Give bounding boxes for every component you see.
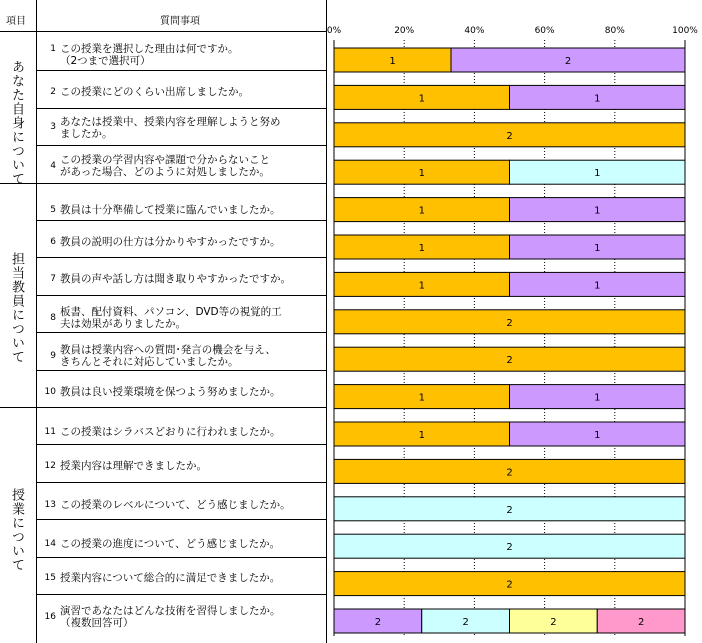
question-number: 11	[44, 427, 56, 437]
question-text: 教員は授業内容への質問･発言の機会を与え、 きちんとそれに対応していましたか。	[60, 344, 276, 368]
bar-segment-label: 1	[594, 430, 601, 441]
bar-segment-label: 2	[506, 504, 513, 516]
bar-segment-label: 2	[506, 130, 513, 142]
bar-segment-label: 1	[594, 93, 601, 105]
question-text: この授業を選択した理由は何ですか。 （2つまで選択可）	[60, 43, 239, 67]
question-number: 12	[44, 461, 56, 471]
question-number: 6	[50, 237, 56, 247]
bar-segment-label: 1	[418, 243, 425, 254]
question-number: 9	[50, 351, 56, 361]
bar-segment-label: 1	[594, 205, 601, 217]
section-label-teacher: 担当教員について	[9, 252, 24, 364]
bar-segment-label: 1	[389, 56, 396, 67]
question-text: 演習であなたはどんな技術を習得しましたか。 （複数回答可）	[60, 605, 281, 629]
question-text: 教員の声や話し方は聞き取りやすかったですか。	[60, 273, 291, 285]
bar-segment-label: 1	[418, 430, 425, 441]
question-text: 授業内容は理解できましたか。	[60, 460, 207, 472]
bar-segment-label: 2	[564, 56, 572, 67]
bar-segment-label: 1	[418, 205, 425, 217]
section-label-class: 授業について	[9, 488, 24, 572]
x-tick-label: 80%	[604, 26, 625, 36]
bar-segment-label: 1	[418, 93, 425, 105]
bar-segment-label: 2	[374, 617, 382, 628]
x-tick-label: 0%	[326, 26, 342, 36]
question-number: 14	[44, 539, 56, 549]
question-text: 教員は良い授業環境を保つよう努めましたか。	[60, 386, 281, 398]
question-number: 7	[50, 274, 56, 284]
bar-segment-label: 2	[506, 542, 513, 554]
bar-segment-label: 2	[637, 617, 645, 628]
x-tick-label: 60%	[534, 26, 555, 36]
chart-bars	[334, 48, 685, 633]
bar-segment-label: 1	[594, 243, 601, 254]
header-question: 質問事項	[160, 16, 200, 27]
bar-segment-label: 1	[594, 392, 601, 404]
bar-segment-label: 2	[506, 467, 513, 479]
bar-segment-label: 2	[506, 579, 513, 591]
question-number: 2	[50, 87, 56, 97]
bar-segment-label: 1	[418, 392, 425, 404]
question-text: 教員の説明の仕方は分かりやすかったですか。	[60, 236, 281, 248]
question-number: 4	[50, 161, 56, 171]
question-number: 5	[50, 205, 56, 215]
bar-segment-label: 1	[418, 280, 425, 292]
bar-segment-label: 2	[462, 617, 469, 628]
question-text: この授業にどのくらい出席しましたか。	[60, 86, 249, 98]
x-tick-label: 100%	[672, 26, 698, 36]
question-text: この授業の学習内容や課題で分からないこと があった場合、どのように対処しましたか。	[60, 154, 270, 178]
question-number: 13	[44, 500, 56, 510]
bar-segment-label: 1	[594, 168, 601, 180]
bar-segment-label: 1	[418, 168, 425, 180]
question-number: 8	[50, 313, 56, 323]
question-number: 15	[44, 573, 56, 583]
question-text: この授業のレベルについて、どう感じましたか。	[60, 499, 291, 511]
question-text: 教員は十分準備して授業に臨んでいましたか。	[60, 204, 281, 216]
section-label-self: あなた自身について	[9, 60, 24, 186]
x-tick-label: 20%	[394, 26, 415, 36]
question-text: あなたは授業中、授業内容を理解しようと努め ましたか。	[60, 116, 281, 140]
bar-segment-label: 2	[550, 617, 557, 628]
header-item: 項目	[6, 16, 26, 27]
bar-segment-label: 2	[506, 355, 513, 367]
bar-segment-label: 1	[594, 280, 601, 292]
question-number: 1	[50, 44, 56, 54]
bar-segment-label: 2	[506, 317, 513, 329]
question-text: 板書、配付資料、パソコン、DVD等の視覚的工 夫は効果がありましたか。	[60, 306, 282, 330]
question-number: 16	[44, 612, 56, 622]
question-number: 3	[50, 122, 56, 132]
x-axis-tick-labels	[327, 26, 698, 36]
question-number: 10	[44, 387, 56, 397]
x-tick-label: 40%	[464, 26, 485, 36]
question-text: この授業の進度について、どう感じましたか。	[60, 538, 281, 550]
question-text: この授業はシラバスどおりに行われましたか。	[60, 426, 281, 438]
question-text: 授業内容について総合的に満足できましたか。	[60, 572, 281, 584]
